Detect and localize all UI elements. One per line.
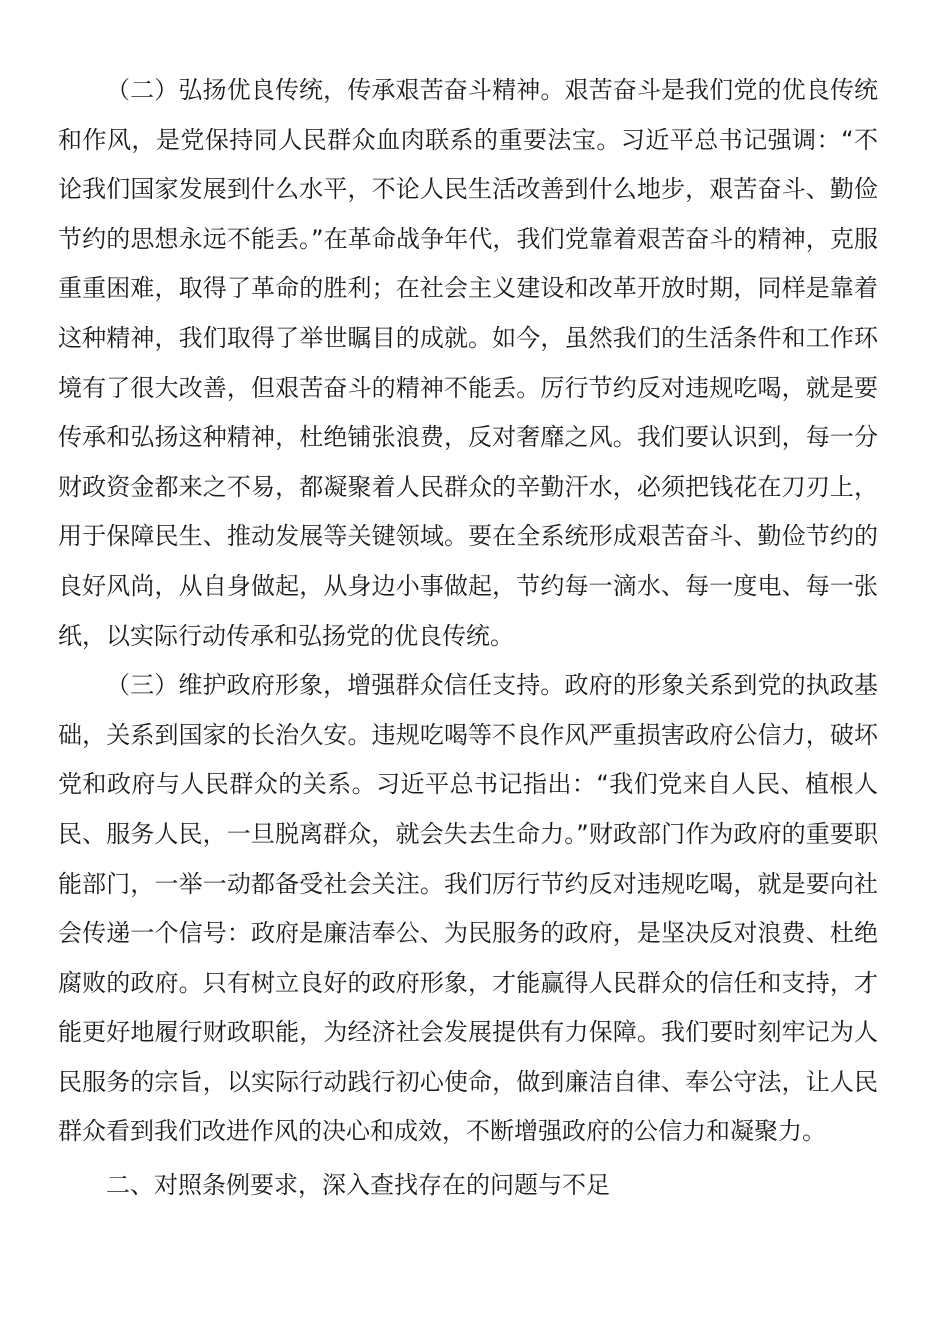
paragraph-promote-fine-traditions: （二）弘扬优良传统，传承艰苦奋斗精神。艰苦奋斗是我们党的优良传统和作风，是党保持同人民群众血肉联系的重要法宝。习近平总书记强调：“不论我们国家发展到什么水平，不论人民生活改善到什么地步，艰苦奋斗、勤俭节约的思想永远不能丢。”在革命战争年代，我们党靠着艰苦奋斗的精神，克服重重困难，取得了革命的胜利；在社会主义建设和改革开放时期，同样是靠着这种精神，我们取得了举世瞩目的成就。如今，虽然我们的生活条件和工作环境有了很大改善，但艰苦奋斗的精神不能丢。厉行节约反对违规吃喝，就是要传承和弘扬这种精神，杜绝铺张浪费，反对奢靡之风。我们要认识到，每一分财政资金都来之不易，都凝聚着人民群众的辛勤汗水，必须把钱花在刀刃上，用于保障民生、推动发展等关键领域。要在全系统形成艰苦奋斗、勤俭节约的良好风尚，从自身做起，从身边小事做起，节约每一滴水、每一度电、每一张纸，以实际行动传承和弘扬党的优良传统。 <box>58 76 878 650</box>
document-page <box>58 66 878 1211</box>
paragraph-maintain-government-image: （三）维护政府形象，增强群众信任支持。政府的形象关系到党的执政基础，关系到国家的长治久安。违规吃喝等不良作风严重损害政府公信力，破坏党和政府与人民群众的关系。习近平总书记指出：“我们党来自人民、植根人民、服务人民，一旦脱离群众，就会失去生命力。”财政部门作为政府的重要职能部门，一举一动都备受社会关注。我们厉行节约反对违规吃喝，就是要向社会传递一个信号：政府是廉洁奉公、为民服务的政府，是坚决反对浪费、杜绝腐败的政府。只有树立良好的政府形象，才能赢得人民群众的信任和支持，才能更好地履行财政职能，为经济社会发展提供有力保障。我们要时刻牢记为人民服务的宗旨，以实际行动践行初心使命，做到廉洁自律、奉公守法，让人民群众看到我们改进作风的决心和成效，不断增强政府的公信力和凝聚力。 <box>58 671 878 1146</box>
section-heading: 二、对照条例要求，深入查找存在的问题与不足 <box>106 1171 610 1200</box>
